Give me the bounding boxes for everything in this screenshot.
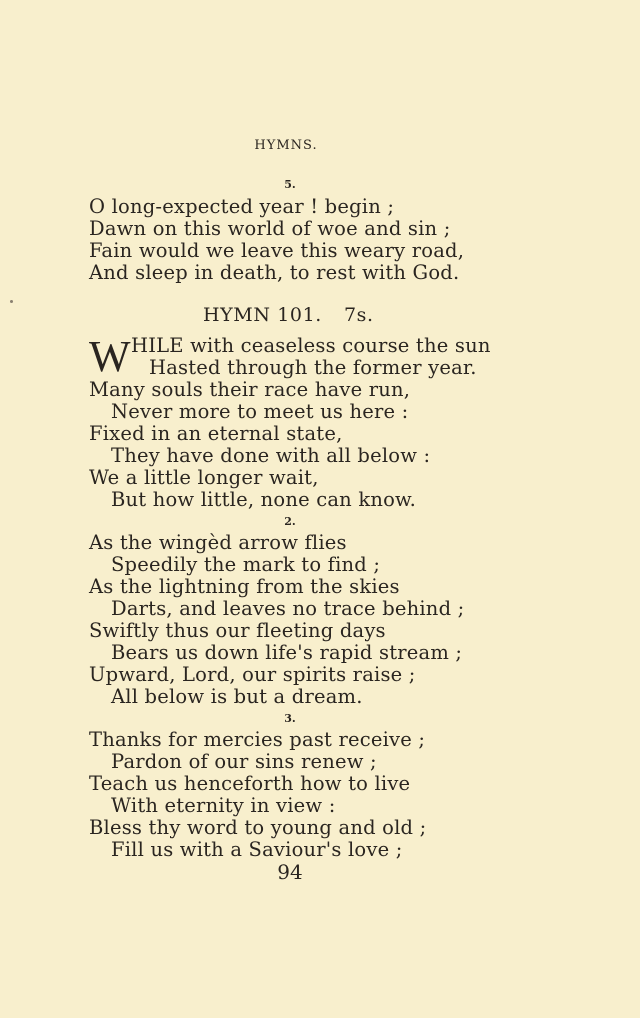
verse-line: Never more to meet us here : xyxy=(111,400,409,423)
verse-line: Teach us henceforth how to live xyxy=(89,772,411,795)
verse-line: HILE with ceaseless course the sun xyxy=(131,334,491,357)
verse-line: Fain would we leave this weary road, xyxy=(89,239,465,262)
verse-line: But how little, none can know. xyxy=(111,488,417,511)
verse-line: Upward, Lord, our spirits raise ; xyxy=(89,663,416,686)
verse-line: Bless thy word to young and old ; xyxy=(89,816,427,839)
verse-line: Fixed in an eternal state, xyxy=(89,422,343,445)
drop-cap: W xyxy=(89,332,131,381)
verse-line: We a little longer wait, xyxy=(89,466,319,489)
verse-line: All below is but a dream. xyxy=(111,685,363,708)
verse-line: As the wingèd arrow flies xyxy=(89,531,347,554)
page-number: 94 xyxy=(277,860,303,884)
verse-line: Swiftly thus our fleeting days xyxy=(89,619,386,642)
stanza-number-5: 5. xyxy=(284,178,296,191)
running-head: HYMNS. xyxy=(254,138,318,153)
verse-line: Darts, and leaves no trace behind ; xyxy=(111,597,465,620)
verse-line: O long-expected year ! begin ; xyxy=(89,195,395,218)
hymn-meter: 7s. xyxy=(343,304,374,326)
verse-line: Pardon of our sins renew ; xyxy=(111,750,377,773)
verse-line: With eternity in view : xyxy=(111,794,336,817)
verse-line: As the lightning from the skies xyxy=(89,575,400,598)
verse-line: Speedily the mark to find ; xyxy=(111,553,381,576)
stanza-number-3: 3. xyxy=(284,712,296,725)
verse-line: Hasted through the former year. xyxy=(149,356,477,379)
verse-line: Bears us down life's rapid stream ; xyxy=(111,641,463,664)
page-speck xyxy=(10,300,13,303)
verse-line: Thanks for mercies past receive ; xyxy=(89,728,426,751)
verse-line: Dawn on this world of woe and sin ; xyxy=(89,217,451,240)
stanza-number-2: 2. xyxy=(284,515,296,528)
verse-line: They have done with all below : xyxy=(111,444,431,467)
verse-line: Fill us with a Saviour's love ; xyxy=(111,838,403,861)
hymn-number: HYMN 101. xyxy=(203,304,322,326)
verse-line: Many souls their race have run, xyxy=(89,378,411,401)
hymn-title xyxy=(203,304,374,326)
verse-line: And sleep in death, to rest with God. xyxy=(89,261,460,284)
